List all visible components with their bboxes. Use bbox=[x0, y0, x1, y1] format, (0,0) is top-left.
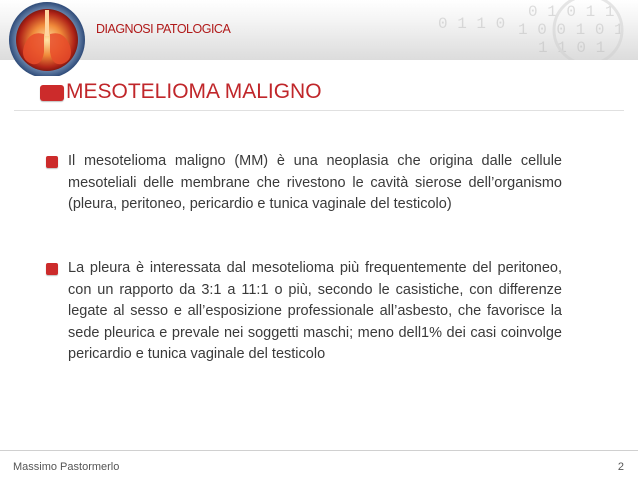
lungs-logo-icon bbox=[0, 0, 95, 76]
title-divider bbox=[14, 110, 624, 111]
binary-pattern-decoration bbox=[378, 0, 638, 60]
bullet-marker bbox=[46, 263, 58, 275]
slide-title: MESOTELIOMA MALIGNO bbox=[66, 80, 322, 103]
footer-author: Massimo Pastormerlo bbox=[13, 461, 120, 473]
svg-text:1 0 0 1 0 1: 1 0 0 1 0 1 bbox=[518, 21, 624, 39]
section-label: DIAGNOSI PATOLOGICA bbox=[96, 22, 231, 36]
bullet-text-1: Il mesotelioma maligno (MM) è una neoplasia che origina dalle cellule mesoteliali delle membrane che rivestono le cavità sierose dell’organismo (pleura, peritoneo, pericardio e tunica vaginale del testicolo) bbox=[68, 153, 562, 212]
footer-divider bbox=[0, 450, 638, 451]
svg-text:1 1 0 1: 1 1 0 1 bbox=[538, 39, 606, 57]
svg-text:0 1 0 1 1: 0 1 0 1 1 bbox=[528, 3, 615, 21]
page-number: 2 bbox=[617, 461, 624, 473]
bullet-text-2: La pleura è interessata dal mesotelioma più frequentemente del peritoneo, con un rapporto da 3:1 a 11:1 o più, secondo le casistiche, con differenze legate al sesso e all’esposizione professionale all’asbesto, che favorisce la sede pleurica e prevale nei soggetti maschi; meno dell1% dei casi coinvolge pericardio e tunica vaginale del testicolo bbox=[68, 260, 562, 362]
svg-text:0 1 1 0: 0 1 1 0 bbox=[438, 15, 506, 33]
title-marker bbox=[40, 85, 64, 101]
bullet-marker bbox=[46, 156, 58, 168]
